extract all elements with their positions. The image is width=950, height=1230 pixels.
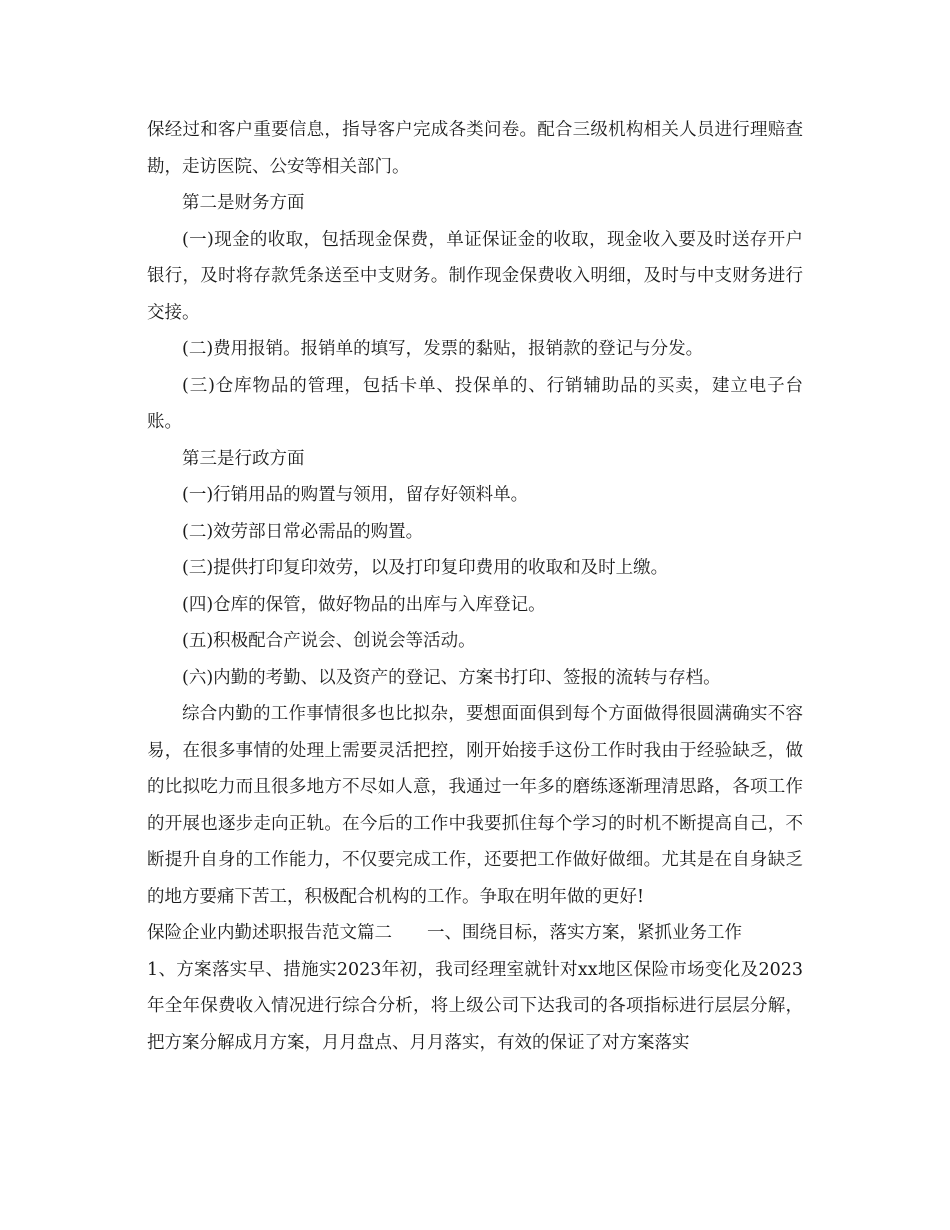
paragraph: (一)行销用品的购置与领用，留存好领料单。 [182, 485, 529, 505]
paragraph: (二)效劳部日常必需品的购置。 [182, 521, 424, 542]
section-heading-administration: 第三是行政方面 [182, 448, 305, 469]
paragraph: (二)费用报销。报销单的填写，发票的黏贴，报销款的登记与分发。 [182, 339, 704, 359]
paragraph: (四)仓库的保管，做好物品的出库与入库登记。 [182, 594, 546, 615]
paragraph: (六)内勤的考勤、以及资产的登记、方案书打印、签报的流转与存档。 [182, 667, 721, 688]
paragraph: (五)积极配合产说会、创说会等活动。 [182, 631, 476, 651]
summary-paragraph: 综合内勤的工作事情很多也比拟杂，要想面面俱到每个方面做得很圆满确实不容易，在很多事情的处理上需要灵活把控，刚开始接手这份工作时我由于经验缺乏，做的比拟吃力而且很多地方不尽如人意，我通过一年多的磨练逐渐理清思路，各项工作的开展也逐步走向正轨。在今后的工作中我要抓住每个学习的时机不断提高自己，不断提升自身的工作能力，不仅要完成工作，还要把工作做好做细。尤其是在自身缺乏的地方要痛下苦工，积极配合机构的工作。争取在明年做的更好! [147, 704, 803, 907]
paragraph: (一)现金的收取，包括现金保费，单证保证金的收取，现金收入要及时送存开户银行，及时将存款凭条送至中支财务。制作现金保费收入明细，及时与中支财务进行交接。 [147, 229, 803, 323]
paragraph: 1、方案落实早、措施实2023年初，我司经理室就针对xx地区保险市场变化及2023年全年保费收入情况进行综合分析，将上级公司下达我司的各项指标进行层层分解，把方案分解成月方案，月月盘点、月月落实，有效的保证了对方案落实 [147, 959, 803, 1053]
paragraph: (三)提供打印复印效劳，以及打印复印费用的收取和及时上缴。 [182, 558, 669, 578]
paragraph: 保经过和客户重要信息，指导客户完成各类问卷。配合三级机构相关人员进行理赔查勘，走访医院、公安等相关部门。 [147, 120, 803, 177]
section-heading-finance: 第二是财务方面 [182, 193, 305, 213]
article-two-title: 保险企业内勤述职报告范文篇二 一、围绕目标，落实方案，紧抓业务工作 [147, 923, 742, 943]
document-body [147, 112, 803, 1061]
paragraph: (三)仓库物品的管理，包括卡单、投保单的、行销辅助品的买卖，建立电子台账。 [147, 375, 803, 432]
